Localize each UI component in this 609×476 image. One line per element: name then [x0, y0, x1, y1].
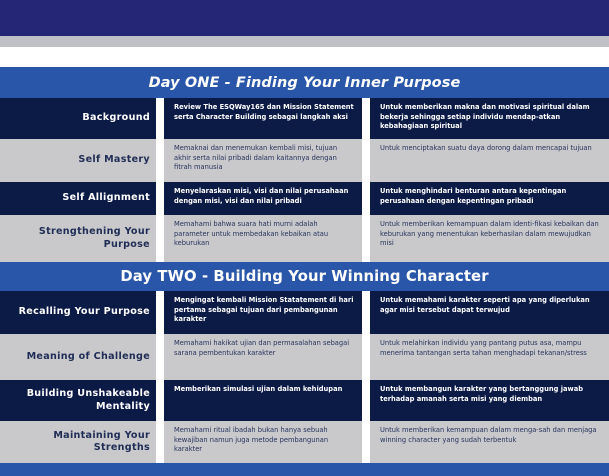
- method-cell: Memahami hakikat ujian dan permasalahan sebagai sarana pembentukan karakter: [174, 339, 350, 357]
- method-cell: Review The ESQWay165 dan Mission Statement serta Character Building sebagai langkah aksi: [174, 103, 354, 121]
- method-cell: Memahami bahwa suara hati murni adalah parameter untuk membedakan kebaikan atau keburukan: [174, 220, 329, 248]
- goal-cell: Untuk menghindari benturan antara kepentingan perusahaan dengan kepentingan pribadi: [380, 187, 567, 205]
- table-row: [0, 421, 609, 463]
- topic-cell: Recalling Your Purpose: [18, 306, 150, 318]
- method-cell: Menyelaraskan misi, visi dan nilai perusahaan dengan misi, visi dan nilai pribadi: [174, 187, 349, 205]
- table-row: [0, 139, 609, 182]
- topic-cell: Building Unshakeable Mentality: [26, 388, 150, 412]
- table-row: [0, 182, 609, 215]
- table-row: [0, 215, 609, 262]
- goal-cell: Untuk menciptakan suatu daya dorong dalam mencapai tujuan: [380, 144, 592, 152]
- method-cell: Memaknai dan menemukan kembali misi, tujuan akhir serta nilai pribadi dalam kaitannya dengan fitrah manusia: [174, 144, 338, 172]
- day-two-heading: Day TWO - Building Your Winning Character: [0, 262, 609, 291]
- goal-cell: Untuk melahirkan individu yang pantang putus asa, mampu menerima tantangan serta tahan menghadapi tekanan/stress: [380, 339, 587, 357]
- topic-cell: Background: [82, 112, 150, 124]
- table-row: [0, 98, 609, 139]
- goal-cell: Untuk memberikan kemampuan dalam menga-sah dan menjaga winning character yang sudah terbentuk: [380, 426, 597, 444]
- goal-cell: Untuk memberikan kemampuan dalam identi-fikasi kebaikan dan keburukan yang menentukan keberhasilan dalam mewujudkan misi: [380, 220, 599, 248]
- topic-cell: Maintaining Your Strengths: [53, 429, 150, 453]
- method-cell: Memberikan simulasi ujian dalam kehidupan: [174, 385, 343, 393]
- goal-cell: Untuk memberikan makna dan motivasi spiritual dalam bekerja sehingga setiap individu mendap-atkan kebahagiaan spiritual: [380, 103, 590, 131]
- table-row: [0, 380, 609, 421]
- method-cell: Memahami ritual ibadah bukan hanya sebuah kewajiban namun juga metode pembangunan karakter: [174, 426, 329, 454]
- topic-cell: Strengthening Your Purpose: [38, 226, 150, 250]
- table-row: [0, 334, 609, 380]
- grey-band: [0, 36, 609, 47]
- goal-cell: Untuk membangun karakter yang bertanggung jawab terhadap amanah serta misi yang diemban: [380, 385, 584, 403]
- top-band: [0, 0, 609, 36]
- bottom-band: [0, 463, 609, 476]
- goal-cell: Untuk memahami karakter seperti apa yang diperlukan agar misi tersebut dapat terwujud: [380, 296, 590, 314]
- topic-cell: Self Mastery: [78, 154, 150, 166]
- method-cell: Mengingat kembali Mission Statatement di hari pertama sebagai tujuan dari pembangunan karakter: [174, 296, 354, 324]
- day-one-heading: Day ONE - Finding Your Inner Purpose: [0, 67, 609, 98]
- table-row: [0, 291, 609, 334]
- topic-cell: Self Allignment: [62, 192, 150, 204]
- topic-cell: Meaning of Challenge: [26, 350, 150, 362]
- white-gap: [0, 47, 609, 67]
